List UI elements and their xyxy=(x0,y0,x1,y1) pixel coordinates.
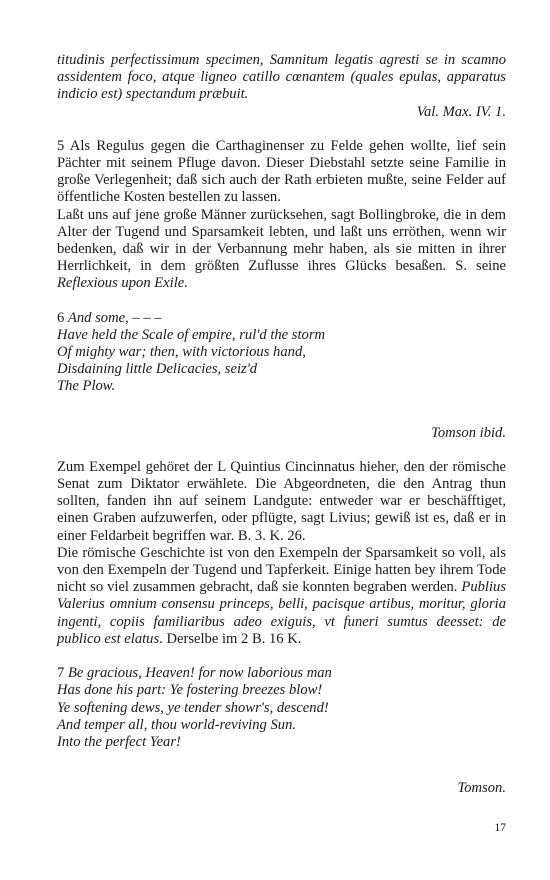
book-title: Reflexious upon Exile. xyxy=(57,275,188,292)
note-7-verse-line-2: Has done his part: Ye fostering breezes blow! xyxy=(57,682,323,699)
verse-text: And some, – – – xyxy=(67,309,162,326)
page-number: 17 xyxy=(494,822,506,834)
note-7-verse-line-3: Ye softening dews, ye tender showr's, descend! xyxy=(57,699,329,716)
note-6-paragraph-2-text: Die römische Geschichte ist von den Exempeln der Sparsamkeit so voll, als von den Exempeln der Tugend und Tapferkeit. Einige hatten bey ihrem Tode nicht so viel zusammen gebracht, daß sie konnten begraben werden. xyxy=(57,544,506,596)
spacer xyxy=(57,442,506,459)
note-6-paragraph-1: Zum Exempel gehöret der L Quintius Cincinnatus hieher, den der römische Senat zum Diktator erwählete. Die Abgeordneten, die den Antrag thun sollten, fanden ihn auf seinem Landgute: entweder war er beschäfftiget, einen Graben aufzuwerfen, oder pflügte, sagt Livius; gewiß ist es, daß er in einer Feldarbeit begriffen war. B. 3. K. 26. xyxy=(57,458,506,544)
text-column xyxy=(57,52,506,797)
note-7-verse-line-4: And temper all, thou world-reviving Sun. xyxy=(57,716,297,733)
note-6-paragraph-2 xyxy=(57,545,506,648)
spacer xyxy=(57,751,506,780)
note-5-paragraph-1: 5 Als Regulus gegen die Carthaginenser zu Felde gehen wollte, lief sein Pächter mit seinem Pfluge davon. Dieser Diebstahl setzte seine Familie in große Verlegenheit; daß sich auch der Rath erbieten mußte, seine Felder auf öffentliche Kosten bestellen zu lassen. xyxy=(57,137,506,206)
note-6-number: 6 xyxy=(57,309,68,326)
note-6-verse-line-5: The Plow. xyxy=(57,378,116,395)
note-6-verse-line-1 xyxy=(57,310,506,327)
spacer xyxy=(57,648,506,665)
note-6-verse-line-2: Have held the Scale of empire, rul'd the storm xyxy=(57,326,326,343)
latin-quote: titudinis perfectissimum specimen, Samnitum legatis agresti se in scamno assidentem foco, atque ligneo catillo cœnantem (quales epulas, apparatus indicio est) spectandum præbuit. xyxy=(57,52,506,103)
note-7-verse-line-1 xyxy=(57,665,506,682)
spacer xyxy=(57,396,506,425)
note-7-number: 7 xyxy=(57,665,68,682)
note-6-paragraph-2-tail: . Derselbe im 2 B. 16 K. xyxy=(159,630,302,647)
spacer xyxy=(57,121,506,138)
note-6-verse-line-4: Disdaining little Delicacies, seiz'd xyxy=(57,361,258,378)
spacer xyxy=(57,293,506,310)
verse-text: Be gracious, Heaven! for now laborious man xyxy=(67,665,332,682)
note-5-paragraph-2 xyxy=(57,207,506,293)
latin-passage: Publius Valerius omnium consensu princeps, belli, pacisque artibus, moritur, gloria ingenti, copiis familiaribus adeo exiguis, vt funeri sumtus deesset: de publico est elatus xyxy=(57,579,506,647)
note-6-verse-line-3: Of mighty war; then, with victorious hand, xyxy=(57,344,306,361)
latin-quote-source: Val. Max. IV. 1. xyxy=(416,103,506,120)
note-5-paragraph-2-text: Laßt uns auf jene große Männer zurücksehen, sagt Bollingbroke, die in dem Alter der Tugend und Sparsamkeit lebten, und laßt uns erröthen, wenn wir bedenken, daß wir in der Verbannung mehr haben, als sie mitten in ihrer Herrlichkeit, in dem größten Zuflusse ihres Glücks besaßen. S. seine xyxy=(57,206,506,275)
note-7-verse-line-5: Into the perfect Year! xyxy=(57,733,181,750)
note-6-source: Tomson ibid. xyxy=(431,424,506,441)
note-7-source: Tomson. xyxy=(457,780,506,797)
